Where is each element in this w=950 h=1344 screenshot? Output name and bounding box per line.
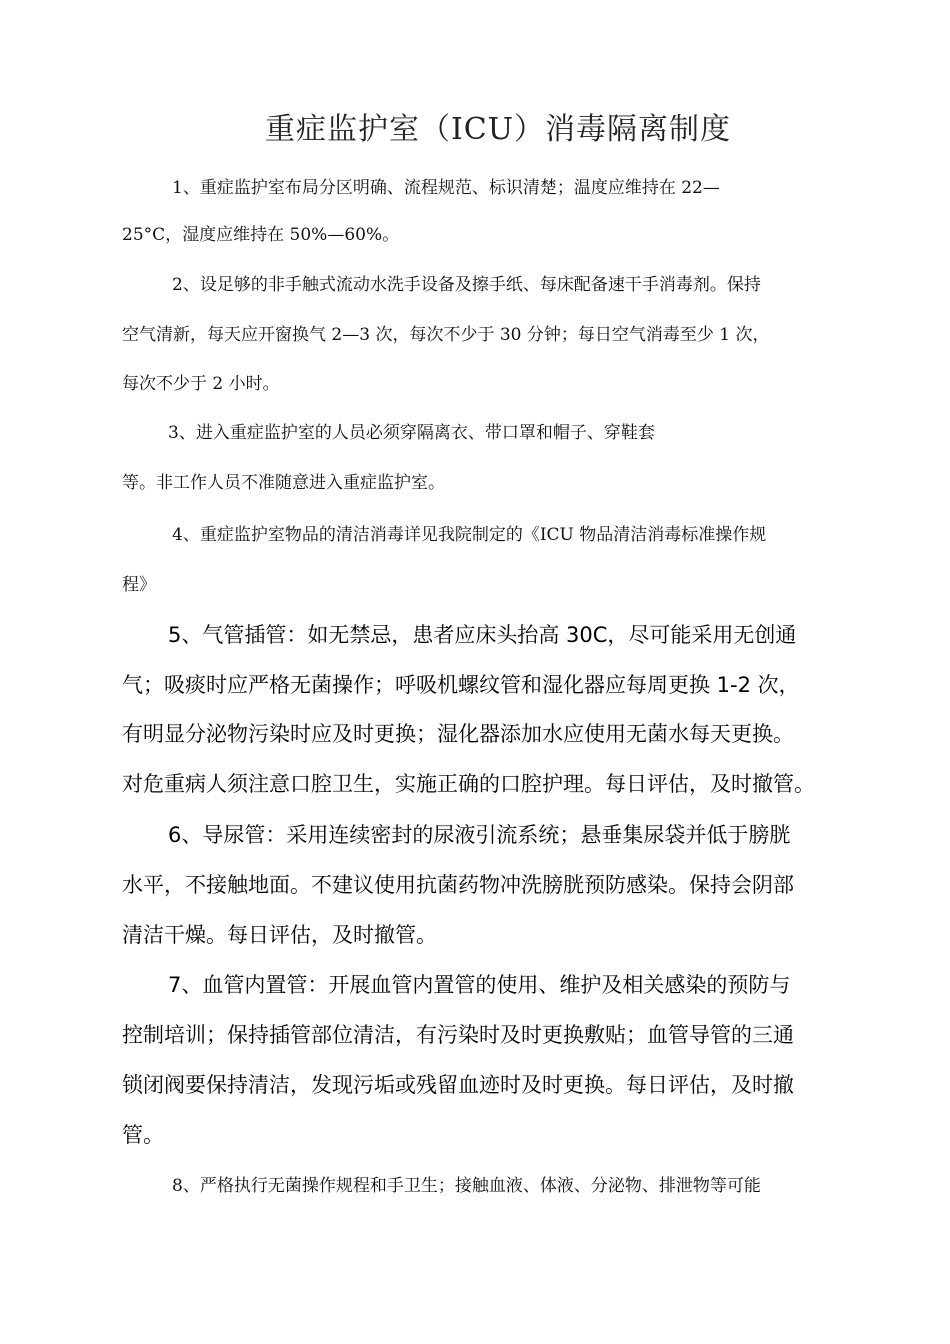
document-title: 重症监护室（ICU）消毒隔离制度	[264, 112, 732, 147]
paragraph-2-line-1: 2、设足够的非手触式流动水洗手设备及擦手纸、每床配备速干手消毒剂。保持	[172, 275, 761, 295]
paragraph-2-line-2: 空气清新，每天应开窗换气 2—3 次，每次不少于 30 分钟；每日空气消毒至少 1 次，	[122, 325, 770, 345]
paragraph-1-line-2: 25°C，湿度应维持在 50%—60%。	[122, 225, 400, 245]
paragraph-3-line-1: 3、进入重症监护室的人员必须穿隔离衣、带口罩和帽子、穿鞋套	[168, 423, 655, 443]
paragraph-5-line-3: 有明显分泌物污染时应及时更换；湿化器添加水应使用无菌水每天更换。	[122, 722, 794, 746]
paragraph-2-line-3: 每次不少于 2 小时。	[122, 374, 280, 394]
paragraph-7-line-3: 锁闭阀要保持清洁，发现污垢或残留血迹时及时更换。每日评估，及时撤	[122, 1073, 794, 1097]
paragraph-5-line-4: 对危重病人须注意口腔卫生，实施正确的口腔护理。每日评估，及时撤管。	[122, 772, 815, 796]
paragraph-7-line-2: 控制培训；保持插管部位清洁，有污染时及时更换敷贴；血管导管的三通	[122, 1023, 794, 1047]
paragraph-8-line-1: 8、严格执行无菌操作规程和手卫生；接触血液、体液、分泌物、排泄物等可能	[172, 1176, 761, 1196]
paragraph-5-line-2: 气；吸痰时应严格无菌操作；呼吸机螺纹管和湿化器应每周更换 1-2 次，	[122, 673, 800, 697]
paragraph-7-line-4: 管。	[122, 1123, 164, 1147]
paragraph-4-line-2: 程》	[122, 575, 156, 595]
paragraph-5-line-1: 5、气管插管：如无禁忌，患者应床头抬高 30C，尽可能采用无创通	[168, 623, 797, 647]
paragraph-6-line-1: 6、导尿管：采用连续密封的尿液引流系统；悬垂集尿袋并低于膀胱	[168, 823, 791, 847]
paragraph-6-line-2: 水平，不接触地面。不建议使用抗菌药物冲洗膀胱预防感染。保持会阴部	[122, 873, 794, 897]
paragraph-7-line-1: 7、血管内置管：开展血管内置管的使用、维护及相关感染的预防与	[168, 973, 791, 997]
paragraph-6-line-3: 清洁干燥。每日评估，及时撤管。	[122, 923, 437, 947]
paragraph-1-line-1: 1、重症监护室布局分区明确、流程规范、标识清楚；温度应维持在 22—	[172, 178, 720, 198]
paragraph-4-line-1: 4、重症监护室物品的清洁消毒详见我院制定的《ICU 物品清洁消毒标准操作规	[172, 525, 767, 545]
paragraph-3-line-2: 等。非工作人员不准随意进入重症监护室。	[122, 473, 445, 493]
